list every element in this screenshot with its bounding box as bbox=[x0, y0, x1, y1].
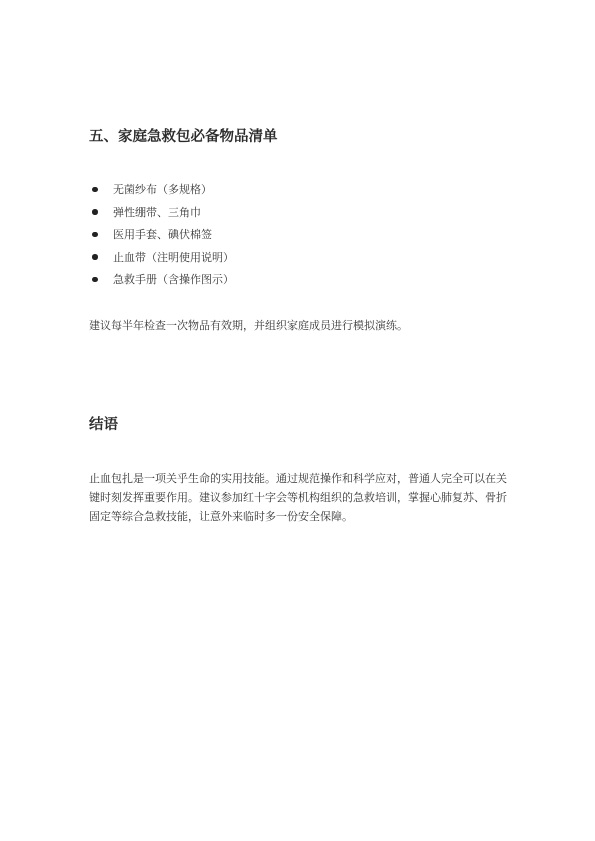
section-heading-first-aid-kit: 五、家庭急救包必备物品清单 bbox=[89, 129, 278, 145]
list-item-text: 医用手套、碘伏棉签 bbox=[113, 228, 212, 241]
bullet-icon bbox=[92, 254, 98, 260]
conclusion-line: 固定等综合急救技能，让意外来临时多一份安全保障。 bbox=[89, 510, 353, 523]
list-item-text: 止血带（注明使用说明） bbox=[113, 250, 234, 264]
list-item-text: 急救手册（含操作图示） bbox=[113, 273, 234, 286]
maintenance-note: 建议每半年检查一次物品有效期，并组织家庭成员进行模拟演练。 bbox=[89, 319, 408, 332]
bullet-icon bbox=[92, 232, 98, 238]
conclusion-paragraph bbox=[89, 469, 519, 526]
bullet-icon bbox=[92, 209, 98, 215]
bullet-icon bbox=[92, 187, 98, 193]
list-item-text: 弹性绷带、三角巾 bbox=[113, 205, 201, 219]
section-heading-conclusion: 结语 bbox=[89, 417, 118, 433]
bullet-icon bbox=[92, 277, 98, 283]
list-item-text: 无菌纱布（多规格） bbox=[113, 183, 212, 196]
conclusion-line: 键时刻发挥重要作用。建议参加红十字会等机构组织的急救培训，掌握心肺复苏、骨折 bbox=[89, 491, 507, 504]
conclusion-line: 止血包扎是一项关乎生命的实用技能。通过规范操作和科学应对，普通人完全可以在关 bbox=[89, 472, 507, 485]
